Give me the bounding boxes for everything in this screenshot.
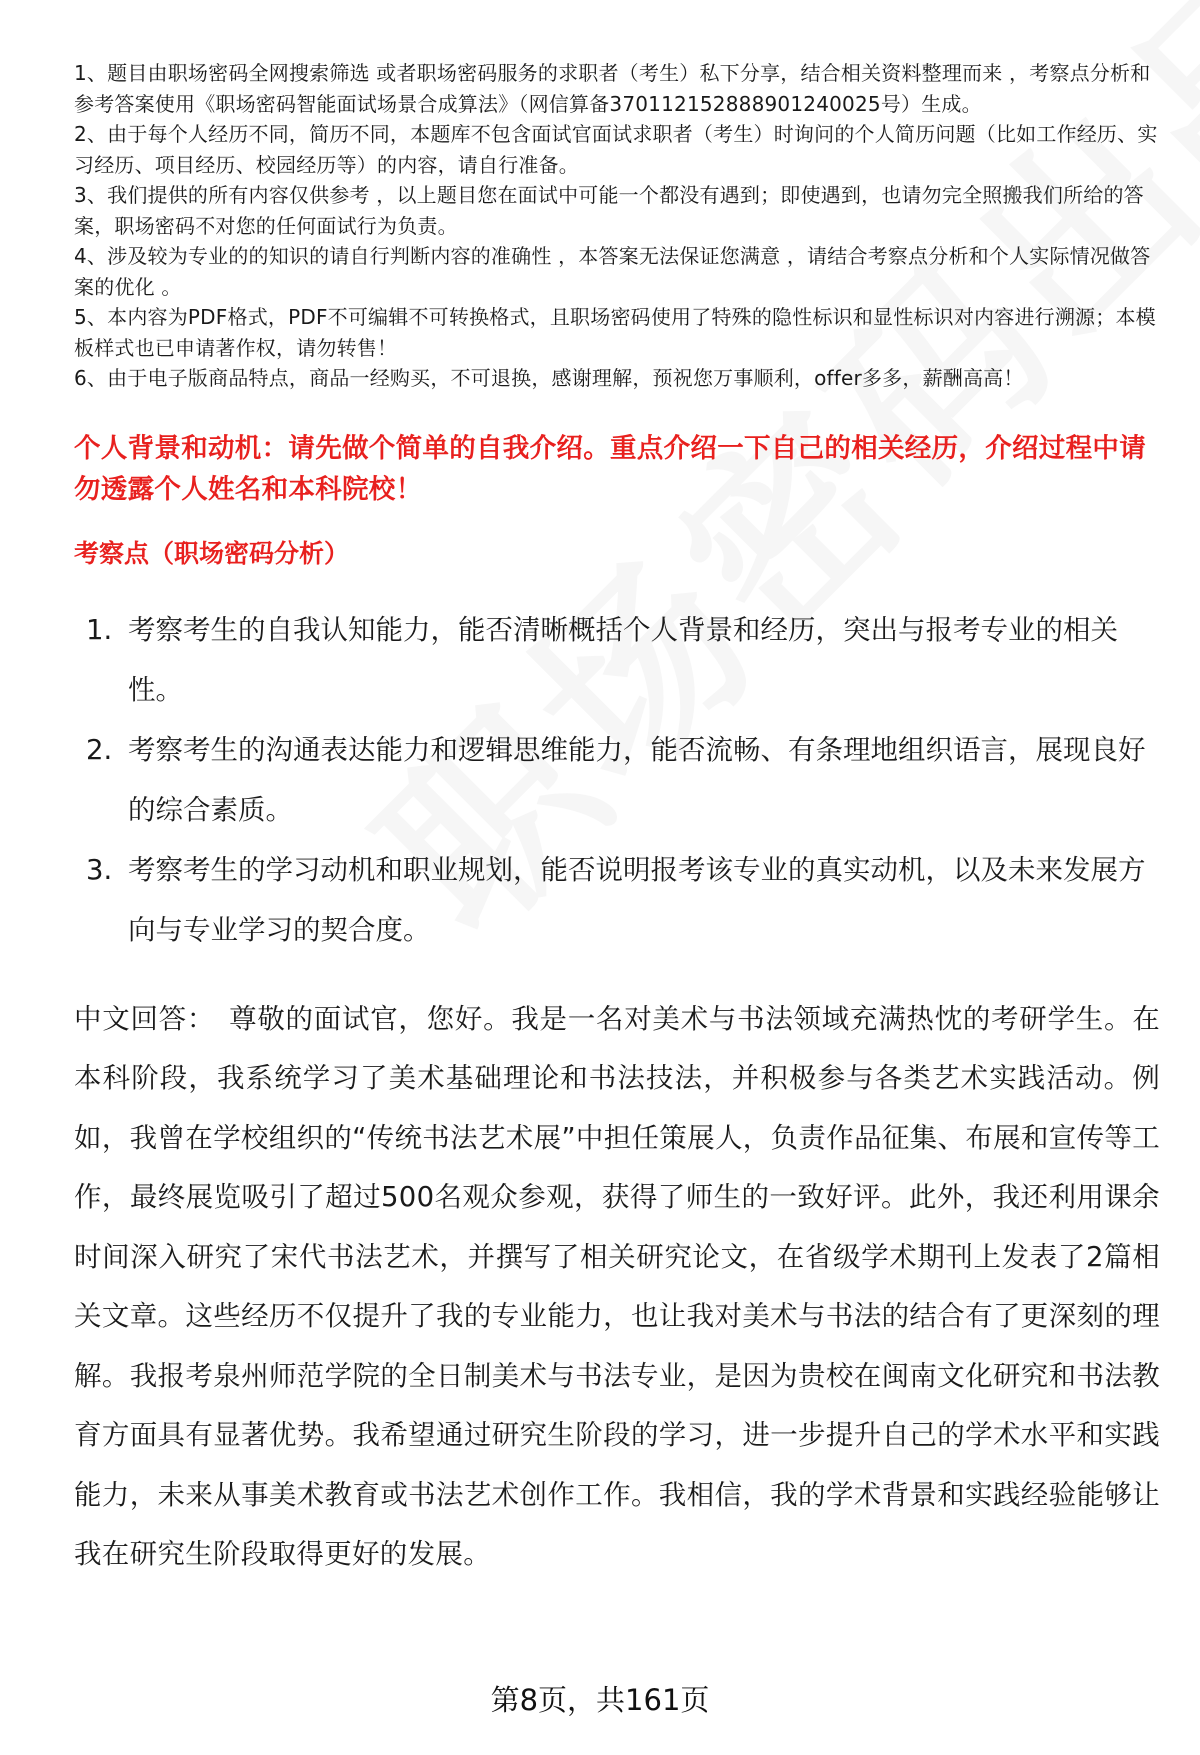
- notice-item: 5、本内容为PDF格式，PDF不可编辑不可转换格式，且职场密码使用了特殊的隐性标识和显性标识对内容进行溯源；本模板样式也已申请著作权，请勿转售！: [74, 305, 1156, 360]
- assessment-point: [74, 840, 1160, 960]
- point-text: 考察考生的自我认知能力，能否清晰概括个人背景和经历，突出与报考专业的相关性。: [128, 613, 1118, 706]
- assessment-points: [74, 600, 1160, 960]
- point-number: 2.: [86, 733, 113, 766]
- answer-text: 尊敬的面试官，您好。我是一名对美术与书法领域充满热忱的考研学生。在本科阶段，我系统学习了美术基础理论和书法技法，并积极参与各类艺术实践活动。例如，我曾在学校组织的“传统书法艺术展”中担任策展人，负责作品征集、布展和宣传等工作，最终展览吸引了超过500名观众参观，获得了师生的一致好评。此外，我还利用课余时间深入研究了宋代书法艺术，并撰写了相关研究论文，在省级学术期刊上发表了2篇相关文章。这些经历不仅提升了我的专业能力，也让我对美术与书法的结合有了更深刻的理解。我报考泉州师范学院的全日制美术与书法专业，是因为贵校在闽南文化研究和书法教育方面具有显著优势。我希望通过研究生阶段的学习，进一步提升自己的学术水平和实践能力，未来从事美术教育或书法艺术创作工作。我相信，我的学术背景和实践经验能够让我在研究生阶段取得更好的发展。: [74, 1002, 1160, 1570]
- notice-item: 6、由于电子版商品特点，商品一经购买，不可退换，感谢理解，预祝您万事顺利，offer多多，薪酬高高！: [74, 366, 1024, 390]
- notice-list: [74, 58, 1160, 394]
- notice-item: 3、我们提供的所有内容仅供参考 ，以上题目您在面试中可能一个都没有遇到；即使遇到，也请勿完全照搬我们所给的答案，职场密码不对您的任何面试行为负责。: [74, 183, 1144, 238]
- point-text: 考察考生的沟通表达能力和逻辑思维能力，能否流畅、有条理地组织语言，展现良好的综合素质。: [128, 733, 1146, 826]
- section-title: 考察点（职场密码分析）: [74, 538, 350, 568]
- notice-item: 2、由于每个人经历不同，简历不同，本题库不包含面试官面试求职者（考生）时询问的个人简历问题（比如工作经历、实习经历、项目经历、校园经历等）的内容，请自行准备。: [74, 122, 1158, 177]
- answer-paragraph: [74, 990, 1160, 1585]
- assessment-point: [74, 720, 1160, 840]
- notice-item: 4、涉及较为专业的的知识的请自行判断内容的准确性 ，本答案无法保证您满意 ，请结合考察点分析和个人实际情况做答案的优化 。: [74, 244, 1151, 299]
- point-number: 3.: [86, 853, 113, 886]
- notice-item: 1、题目由职场密码全网搜索筛选 或者职场密码服务的求职者（考生）私下分享，结合相关资料整理而来 ，考察点分析和参考答案使用《职场密码智能面试场景合成算法》（网信算备370112152888901240025号）生成。: [74, 61, 1151, 116]
- point-text: 考察考生的学习动机和职业规划，能否说明报考该专业的真实动机，以及未来发展方向与专业学习的契合度。: [128, 853, 1146, 946]
- document-page: [74, 58, 1160, 1585]
- page-number: 第8页，共161页: [490, 1683, 710, 1717]
- point-number: 1.: [86, 613, 113, 646]
- answer-label: 中文回答：: [74, 1002, 216, 1035]
- assessment-point: [74, 600, 1160, 720]
- interview-question: 个人背景和动机：请先做个简单的自我介绍。重点介绍一下自己的相关经历，介绍过程中请勿透露个人姓名和本科院校！: [74, 432, 1146, 505]
